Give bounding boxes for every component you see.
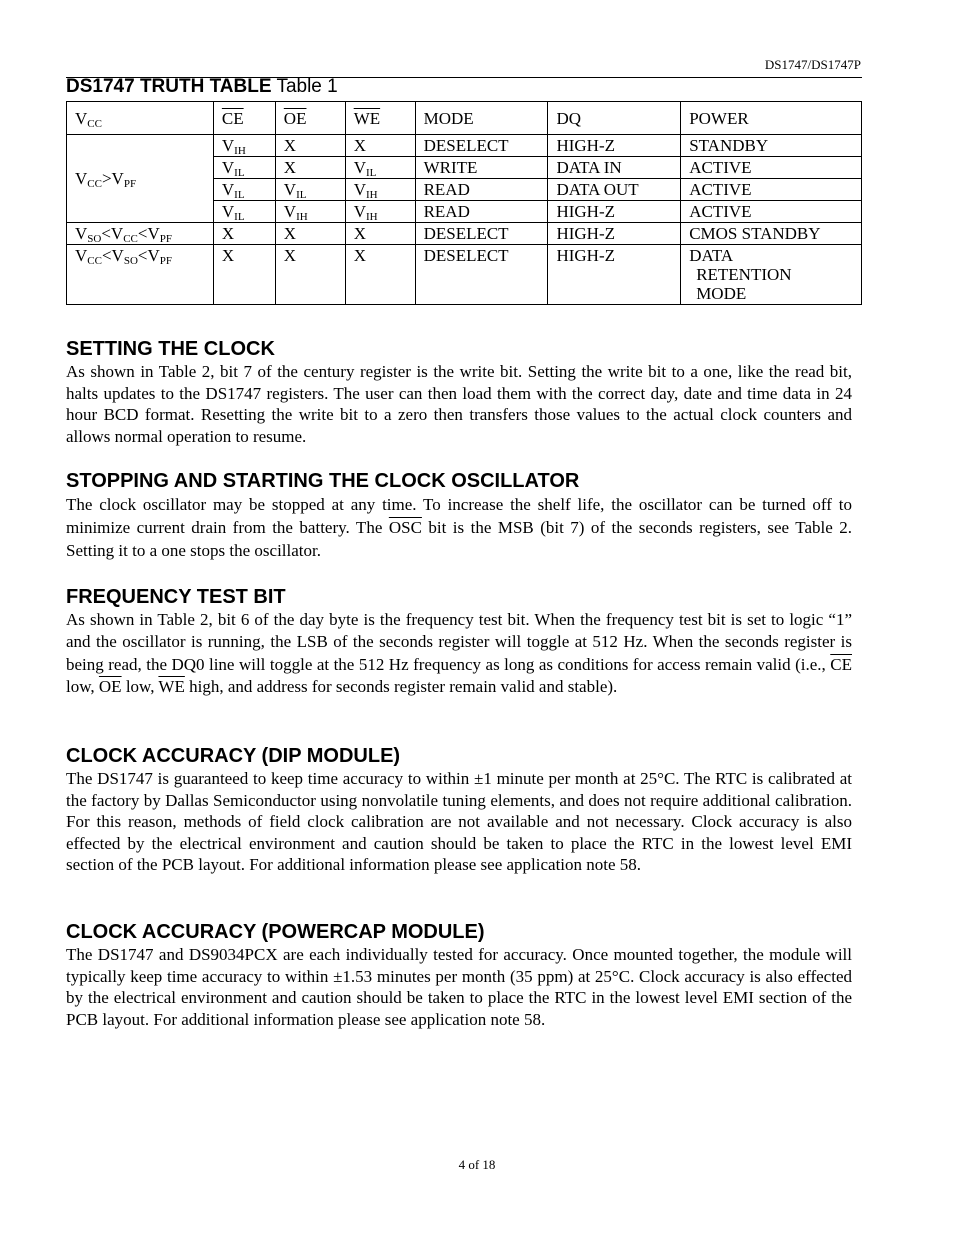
row-label: $V_{CC}<V_{SO}<V_{PF}$ — [67, 245, 214, 305]
cell-we: X — [345, 245, 415, 305]
section-body: The DS1747 and DS9034PCX are each individually tested for accuracy. Once mounted together, the module will typically keep time accuracy to within ±1.53 minutes per month (35 ppm) at 25°C. Clock accuracy is also effected by the electrical environment and caution should be taken to place the RTC in the lowest level EMI section of the PCB layout. For additional information please see application note 58. — [66, 945, 852, 1029]
cell-oe: X — [275, 135, 345, 157]
cell-power: CMOS STANDBY — [681, 223, 862, 245]
cell-mode: WRITE — [415, 157, 548, 179]
cell-dq: HIGH-Z — [548, 135, 681, 157]
cell-mode: DESELECT — [415, 135, 548, 157]
truth-table-title-bold: DS1747 TRUTH TABLE — [66, 76, 272, 97]
section-heading: SETTING THE CLOCK — [66, 338, 275, 360]
header-power: POWER — [681, 102, 862, 135]
cell-dq: HIGH-Z — [548, 245, 681, 305]
cell-power: DATA RETENTION MODE — [681, 245, 862, 305]
section-heading: STOPPING AND STARTING THE CLOCK OSCILLATOR — [66, 470, 580, 492]
truth-table-title-rest: Table 1 — [271, 76, 338, 97]
cell-ce: X — [213, 223, 275, 245]
header-dq: DQ — [548, 102, 681, 135]
cell-we: $V_{IL}$ — [345, 157, 415, 179]
section-body: The clock oscillator may be stopped at any time. To increase the shelf life, the oscillator can be turned off to minimize current drain from the battery. The $\overline{OSC}$ bit is the MSB (bit 7) of the seconds registers, see Table 2. Setting it to a one stops the oscillator. — [66, 495, 852, 560]
row-label: $V_{SO}<V_{CC}<V_{PF}$ — [67, 223, 214, 245]
cell-oe: X — [275, 245, 345, 305]
cell-power: ACTIVE — [681, 157, 862, 179]
table-row — [67, 245, 862, 305]
truth-table-header-row — [67, 102, 862, 135]
section-body: As shown in Table 2, bit 6 of the day byte is the frequency test bit. When the frequency test bit is set to logic “1” and the oscillator is running, the LSB of the seconds register will toggle at 512 Hz. When the seconds register is being read, the DQ0 line will toggle at the 512 Hz frequency as long as conditions for access remain valid (i.e., $\overline{CE}$ low, $\overline{OE}$ low, $\overline{WE}$ high, and address for seconds register remain valid and stable). — [66, 610, 852, 696]
doc-id-header: DS1747/DS1747P — [764, 57, 861, 72]
cell-we: X — [345, 135, 415, 157]
section-accuracy-powercap — [66, 920, 852, 1030]
cell-dq: HIGH-Z — [548, 223, 681, 245]
section-body: The DS1747 is guaranteed to keep time accuracy to within ±1 minute per month at 25°C. The RTC is calibrated at the factory by Dallas Semiconductor using nonvolatile tuning elements, and does not require additional calibration. For this reason, methods of field clock calibration are not available and not necessary. Clock accuracy is also effected by the electrical environment and caution should be taken to place the RTC in the lowest level EMI section of the PCB layout. For additional information please see application note 58. — [66, 769, 852, 875]
cell-ce: X — [213, 245, 275, 305]
cell-oe: X — [275, 223, 345, 245]
osc-signal: $\overline{OSC}$ — [388, 518, 422, 537]
table-row — [67, 223, 862, 245]
cell-oe: $V_{IL}$ — [275, 179, 345, 201]
oe-signal: $\overline{OE}$ — [98, 676, 122, 696]
page-number: 4 of 18 — [458, 1157, 496, 1172]
header-ce: $\overline{CE}$ — [213, 102, 275, 135]
section-setting-clock — [66, 337, 852, 447]
cell-ce: $V_{IL}$ — [213, 201, 275, 223]
cell-mode: READ — [415, 179, 548, 201]
section-heading: CLOCK ACCURACY (POWERCAP MODULE) — [66, 921, 485, 943]
header-oe: $\overline{OE}$ — [275, 102, 345, 135]
cell-we: $V_{IH}$ — [345, 201, 415, 223]
cell-oe: $V_{IH}$ — [275, 201, 345, 223]
header-vcc: $V_{CC}$ — [67, 102, 214, 135]
cell-mode: DESELECT — [415, 223, 548, 245]
cell-dq: DATA OUT — [548, 179, 681, 201]
ce-signal: $\overline{CE}$ — [830, 654, 852, 674]
cell-power: ACTIVE — [681, 179, 862, 201]
cell-we: X — [345, 223, 415, 245]
section-frequency-test — [66, 585, 852, 698]
cell-power: STANDBY — [681, 135, 862, 157]
section-body: As shown in Table 2, bit 7 of the century register is the write bit. Setting the write bit to a one, like the read bit, halts updates to the DS1747 registers. The user can then load them with the correct day, date and time data in 24 hour BCD format. Resetting the write bit to a zero then transfers those values to the actual clock counters and allows normal operation to resume. — [66, 362, 852, 446]
table-row — [67, 135, 862, 157]
section-heading: FREQUENCY TEST BIT — [66, 586, 286, 608]
group1-label: $V_{CC}>V_{PF}$ — [67, 135, 214, 223]
cell-dq: HIGH-Z — [548, 201, 681, 223]
cell-ce: $V_{IL}$ — [213, 157, 275, 179]
cell-mode: READ — [415, 201, 548, 223]
cell-ce: $V_{IL}$ — [213, 179, 275, 201]
cell-oe: X — [275, 157, 345, 179]
cell-ce: $V_{IH}$ — [213, 135, 275, 157]
truth-table — [66, 101, 862, 305]
we-signal: $\overline{WE}$ — [158, 676, 185, 696]
section-stopping-oscillator — [66, 469, 852, 562]
cell-power: ACTIVE — [681, 201, 862, 223]
cell-dq: DATA IN — [548, 157, 681, 179]
cell-we: $V_{IH}$ — [345, 179, 415, 201]
truth-table-title — [66, 76, 338, 98]
cell-mode: DESELECT — [415, 245, 548, 305]
header-we: $\overline{WE}$ — [345, 102, 415, 135]
section-heading: CLOCK ACCURACY (DIP MODULE) — [66, 745, 401, 767]
header-mode: MODE — [415, 102, 548, 135]
section-accuracy-dip — [66, 744, 852, 876]
